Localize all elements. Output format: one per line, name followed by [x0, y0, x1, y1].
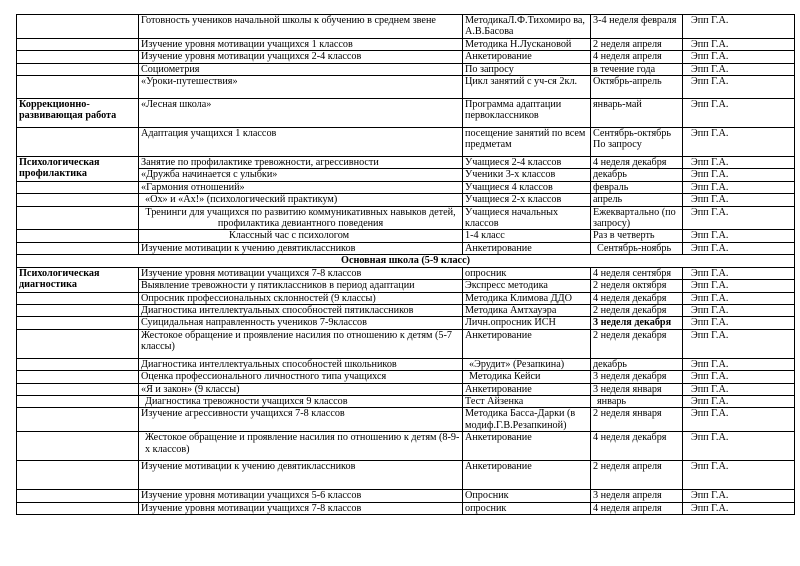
- table-row: [17, 63, 795, 75]
- section-cell: [17, 408, 139, 432]
- section-cell: [17, 304, 139, 316]
- responsible-cell: Эпп Г.А.: [683, 432, 795, 461]
- table-row: [17, 15, 795, 39]
- section-cell: [17, 194, 139, 206]
- time-cell: 3 неделя декабря: [591, 371, 683, 383]
- section-cell: [17, 242, 139, 254]
- table-row: [17, 292, 795, 304]
- section-cell: [17, 461, 139, 490]
- school-level-heading: Основная школа (5-9 класс): [17, 255, 795, 267]
- responsible-cell: Эпп Г.А.: [683, 206, 795, 230]
- activity-cell: Адаптация учащихся 1 классов: [139, 128, 463, 157]
- table-row: [17, 432, 795, 461]
- activity-cell: Изучение уровня мотивации учащихся 1 классов: [139, 38, 463, 50]
- method-cell: посещение занятий по всем предметам: [463, 128, 591, 157]
- table-row: [17, 76, 795, 99]
- table-row: [17, 317, 795, 329]
- time-cell: январь-май: [591, 99, 683, 128]
- method-cell: опросник: [463, 502, 591, 514]
- activity-cell: Социометрия: [139, 63, 463, 75]
- activity-cell: Оценка профессионального личностного типа учащихся: [139, 371, 463, 383]
- time-cell: 2 неделя декабря: [591, 329, 683, 358]
- time-cell: 2 неделя апреля: [591, 38, 683, 50]
- section-cell: [17, 292, 139, 304]
- section-heading: Психологическая профилактика: [17, 157, 139, 182]
- table-row: [17, 128, 795, 157]
- method-cell: Анкетирование: [463, 242, 591, 254]
- table-row: [17, 358, 795, 370]
- method-cell: Ученики 3-х классов: [463, 169, 591, 181]
- method-cell: Личн.опросник ИСН: [463, 317, 591, 329]
- method-cell: Методика Н.Лускановой: [463, 38, 591, 50]
- time-cell: декабрь: [591, 169, 683, 181]
- table-row: [17, 267, 795, 279]
- method-cell: «Эрудит» (Резапкина): [463, 358, 591, 370]
- responsible-cell: Эпп Г.А.: [683, 242, 795, 254]
- time-cell: 4 неделя апреля: [591, 51, 683, 63]
- table-row: [17, 461, 795, 490]
- time-cell: 4 неделя сентября: [591, 267, 683, 279]
- responsible-cell: Эпп Г.А.: [683, 76, 795, 99]
- time-cell: 2 неделя октября: [591, 280, 683, 292]
- activity-cell: Изучение уровня мотивации учащихся 7-8 классов: [139, 502, 463, 514]
- responsible-cell: Эпп Г.А.: [683, 329, 795, 358]
- table-row: [17, 383, 795, 395]
- time-cell: Сентябрь-ноябрь: [591, 242, 683, 254]
- time-cell: февраль: [591, 181, 683, 193]
- table-row: [17, 304, 795, 316]
- method-cell: Анкетирование: [463, 461, 591, 490]
- table-row: [17, 181, 795, 193]
- section-heading: Коррекционно-развивающая работа: [17, 99, 139, 128]
- table-row: [17, 157, 795, 169]
- activity-cell: Изучение уровня мотивации учащихся 2-4 классов: [139, 51, 463, 63]
- work-plan-table: [16, 14, 795, 515]
- table-row: [17, 99, 795, 128]
- section-cell: [17, 329, 139, 358]
- method-cell: Программа адаптации первоклассников: [463, 99, 591, 128]
- activity-cell: Классный час с психологом: [139, 230, 463, 242]
- activity-cell: Готовность учеников начальной школы к обучению в среднем звене: [139, 15, 463, 39]
- section-cell: [17, 128, 139, 157]
- responsible-cell: Эпп Г.А.: [683, 51, 795, 63]
- section-cell: [17, 432, 139, 461]
- time-cell: 4 неделя апреля: [591, 502, 683, 514]
- activity-cell: «Я и закон» (9 классы): [139, 383, 463, 395]
- responsible-cell: Эпп Г.А.: [683, 38, 795, 50]
- table-row: [17, 395, 795, 407]
- method-cell: Учащиеся 2-4 классов: [463, 157, 591, 169]
- time-cell: 3 неделя апреля: [591, 490, 683, 502]
- table-row: [17, 242, 795, 254]
- activity-cell: «Уроки-путешествия»: [139, 76, 463, 99]
- method-cell: Методика Кейси: [463, 371, 591, 383]
- responsible-cell: Эпп Г.А.: [683, 267, 795, 279]
- time-cell: январь: [591, 395, 683, 407]
- activity-cell: Изучение мотивации к учению девятиклассников: [139, 461, 463, 490]
- time-cell: 3-4 неделя февраля: [591, 15, 683, 39]
- time-cell: апрель: [591, 194, 683, 206]
- responsible-cell: Эпп Г.А.: [683, 99, 795, 128]
- activity-cell: Диагностика интеллектуальных способностей школьников: [139, 358, 463, 370]
- method-cell: Учащиеся начальных классов: [463, 206, 591, 230]
- method-cell: Экспресс методика: [463, 280, 591, 292]
- responsible-cell: Эпп Г.А.: [683, 181, 795, 193]
- responsible-cell: Эпп Г.А.: [683, 157, 795, 169]
- table-row: [17, 502, 795, 514]
- time-cell: 2 неделя января: [591, 408, 683, 432]
- section-cell: [17, 181, 139, 193]
- table-row: [17, 371, 795, 383]
- responsible-cell: Эпп Г.А.: [683, 461, 795, 490]
- section-heading: Психологическая диагностика: [17, 267, 139, 292]
- method-cell: Учащиеся 4 классов: [463, 181, 591, 193]
- activity-cell: Изучение агрессивности учащихся 7-8 классов: [139, 408, 463, 432]
- activity-cell: Диагностика интеллектуальных способностей пятиклассников: [139, 304, 463, 316]
- activity-cell: «Дружба начинается с улыбки»: [139, 169, 463, 181]
- section-cell: [17, 76, 139, 99]
- time-cell: 4 неделя декабря: [591, 157, 683, 169]
- responsible-cell: Эпп Г.А.: [683, 128, 795, 157]
- table-row: [17, 194, 795, 206]
- responsible-cell: Эпп Г.А.: [683, 230, 795, 242]
- method-cell: опросник: [463, 267, 591, 279]
- method-cell: По запросу: [463, 63, 591, 75]
- section-cell: [17, 15, 139, 39]
- section-cell: [17, 371, 139, 383]
- section-cell: [17, 38, 139, 50]
- method-cell: Анкетирование: [463, 51, 591, 63]
- time-cell: 3 неделя декабря: [591, 317, 683, 329]
- responsible-cell: Эпп Г.А.: [683, 395, 795, 407]
- section-cell: [17, 230, 139, 242]
- responsible-cell: Эпп Г.А.: [683, 408, 795, 432]
- responsible-cell: Эпп Г.А.: [683, 280, 795, 292]
- time-cell: декабрь: [591, 358, 683, 370]
- activity-cell: Тренинги для учащихся по развитию коммуникативных навыков детей, профилактика девиантного поведения: [139, 206, 463, 230]
- activity-cell: «Лесная школа»: [139, 99, 463, 128]
- activity-cell: Изучение уровня мотивации учащихся 5-6 классов: [139, 490, 463, 502]
- method-cell: МетодикаЛ.Ф.Тихомиро ва, А.В.Басова: [463, 15, 591, 39]
- activity-cell: Диагностика тревожности учащихся 9 классов: [139, 395, 463, 407]
- time-cell: Октябрь-апрель: [591, 76, 683, 99]
- method-cell: Учащиеся 2-х классов: [463, 194, 591, 206]
- section-cell: [17, 490, 139, 502]
- time-cell: 2 неделя апреля: [591, 461, 683, 490]
- method-cell: Методика Басса-Дарки (в модиф.Г.В.Резапкиной): [463, 408, 591, 432]
- time-cell: 3 неделя января: [591, 383, 683, 395]
- activity-cell: Жестокое обращение и проявление насилия по отношению к детям (5-7 классы): [139, 329, 463, 358]
- table-row: [17, 408, 795, 432]
- section-cell: [17, 358, 139, 370]
- activity-cell: Жестокое обращение и проявление насилия по отношению к детям (8-9-х классов): [139, 432, 463, 461]
- section-cell: [17, 63, 139, 75]
- responsible-cell: Эпп Г.А.: [683, 15, 795, 39]
- section-cell: [17, 383, 139, 395]
- activity-cell: Изучение уровня мотивации учащихся 7-8 классов: [139, 267, 463, 279]
- responsible-cell: Эпп Г.А.: [683, 292, 795, 304]
- time-cell: в течение года: [591, 63, 683, 75]
- section-cell: [17, 502, 139, 514]
- table-row: [17, 329, 795, 358]
- section-cell: [17, 317, 139, 329]
- responsible-cell: Эпп Г.А.: [683, 502, 795, 514]
- responsible-cell: Эпп Г.А.: [683, 169, 795, 181]
- method-cell: Опросник: [463, 490, 591, 502]
- responsible-cell: Эпп Г.А.: [683, 358, 795, 370]
- time-cell: Раз в четверть: [591, 230, 683, 242]
- responsible-cell: Эпп Г.А.: [683, 304, 795, 316]
- time-cell: 2 неделя декабря: [591, 304, 683, 316]
- responsible-cell: Эпп Г.А.: [683, 490, 795, 502]
- activity-cell: «Гармония отношений»: [139, 181, 463, 193]
- section-cell: [17, 395, 139, 407]
- method-cell: 1-4 класс: [463, 230, 591, 242]
- time-cell: Сентябрь-октябрь По запросу: [591, 128, 683, 157]
- time-cell: 4 неделя декабря: [591, 432, 683, 461]
- activity-cell: Опросник профессиональных склонностей (9 классы): [139, 292, 463, 304]
- time-cell: Ежеквартально (по запросу): [591, 206, 683, 230]
- table-row: [17, 490, 795, 502]
- responsible-cell: Эпп Г.А.: [683, 371, 795, 383]
- method-cell: Анкетирование: [463, 432, 591, 461]
- table-row: [17, 206, 795, 230]
- activity-cell: Суицидальная направленность учеников 7-9классов: [139, 317, 463, 329]
- activity-cell: Занятие по профилактике тревожности, агрессивности: [139, 157, 463, 169]
- responsible-cell: Эпп Г.А.: [683, 63, 795, 75]
- time-cell: 4 неделя декабря: [591, 292, 683, 304]
- method-cell: Анкетирование: [463, 329, 591, 358]
- table-row: [17, 230, 795, 242]
- activity-cell: Изучение мотивации к учению девятиклассников: [139, 242, 463, 254]
- section-cell: [17, 206, 139, 230]
- method-cell: Цикл занятий с уч-ся 2кл.: [463, 76, 591, 99]
- activity-cell: «Ох» и «Ах!» (психологический практикум): [139, 194, 463, 206]
- responsible-cell: Эпп Г.А.: [683, 194, 795, 206]
- activity-cell: Выявление тревожности у пятиклассников в период адаптации: [139, 280, 463, 292]
- table-row: [17, 38, 795, 50]
- method-cell: Тест Айзенка: [463, 395, 591, 407]
- table-row: [17, 51, 795, 63]
- method-cell: Анкетирование: [463, 383, 591, 395]
- method-cell: Методика Амтхауэра: [463, 304, 591, 316]
- section-band-row: [17, 255, 795, 267]
- method-cell: Методика Климова ДДО: [463, 292, 591, 304]
- responsible-cell: Эпп Г.А.: [683, 383, 795, 395]
- responsible-cell: Эпп Г.А.: [683, 317, 795, 329]
- section-cell: [17, 51, 139, 63]
